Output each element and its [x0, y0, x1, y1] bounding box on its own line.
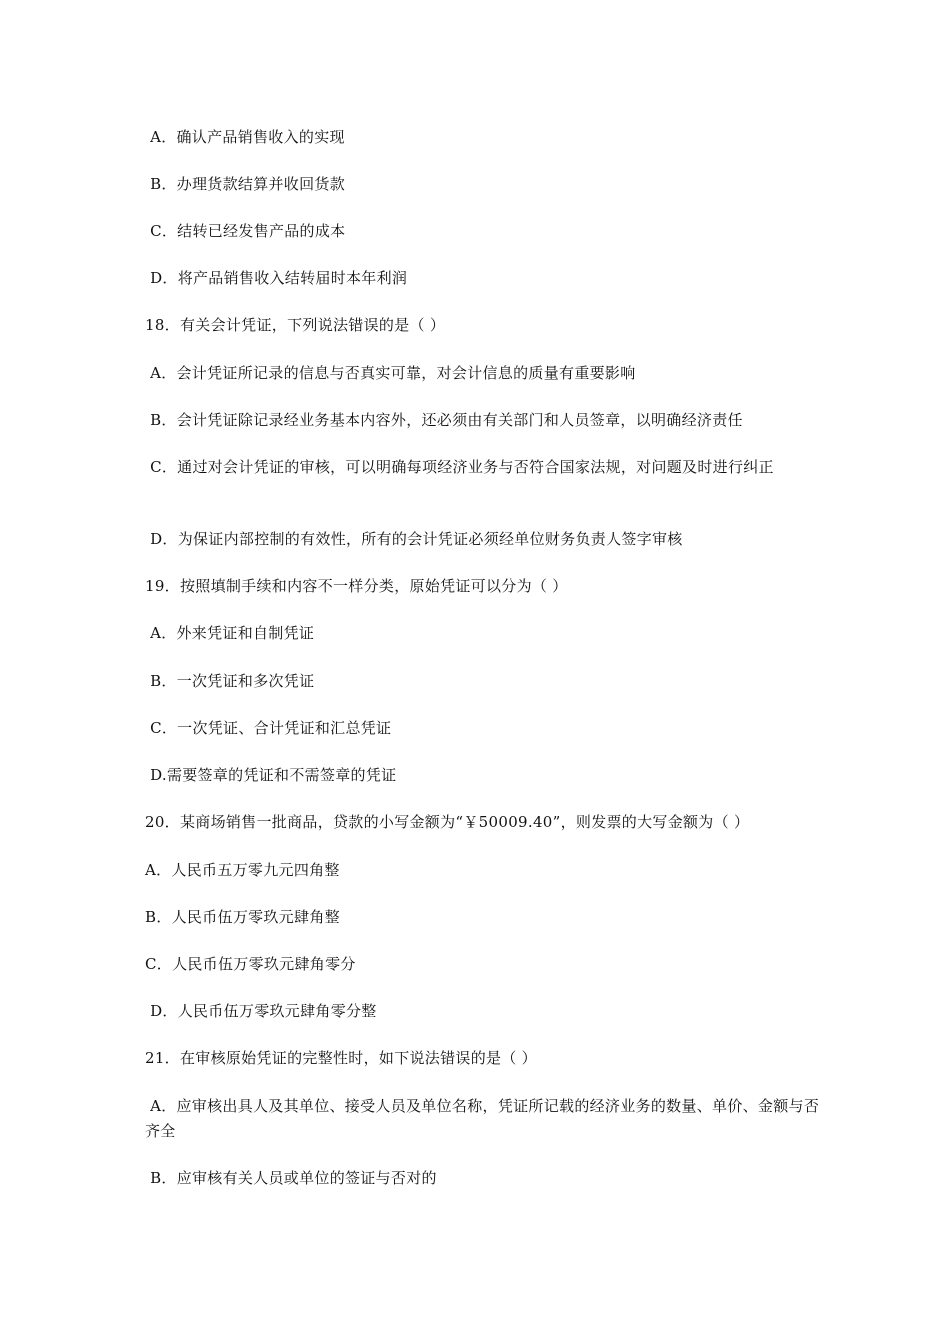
option-20b: B．人民币伍万零玖元肆角整: [145, 908, 340, 926]
option-21a: A．应审核出具人及其单位、接受人员及单位名称，凭证所记载的经济业务的数量、单价、金额与否齐全: [145, 1097, 820, 1140]
option-18a: A．会计凭证所记录的信息与否真实可靠，对会计信息的质量有重要影响: [145, 364, 636, 382]
option-17d: D．将产品销售收入结转届时本年利润: [145, 269, 408, 287]
option-20c: C．人民币伍万零玖元肆角零分: [145, 955, 356, 973]
option-19c: C．一次凭证、合计凭证和汇总凭证: [145, 719, 392, 737]
option-20a: A．人民币五万零九元四角整: [145, 861, 340, 879]
option-17c: C．结转已经发售产品的成本: [145, 222, 346, 240]
option-17a: A．确认产品销售收入的实现: [145, 128, 345, 146]
option-21b: B．应审核有关人员或单位的签证与否对的: [145, 1169, 437, 1187]
option-17b: B．办理货款结算并收回货款: [145, 175, 346, 193]
option-19d: D.需要签章的凭证和不需签章的凭证: [145, 766, 397, 784]
question-19: 19．按照填制手续和内容不一样分类，原始凭证可以分为（ ）: [145, 577, 568, 595]
option-18d: D．为保证内部控制的有效性，所有的会计凭证必须经单位财务负责人签字审核: [145, 530, 683, 548]
option-19b: B．一次凭证和多次凭证: [145, 672, 315, 690]
option-18b: B．会计凭证除记录经业务基本内容外，还必须由有关部门和人员签章，以明确经济责任: [145, 411, 743, 429]
option-18c: C．通过对会计凭证的审核，可以明确每项经济业务与否符合国家法规，对问题及时进行纠正: [145, 458, 774, 476]
question-20: 20．某商场销售一批商品，贷款的小写金额为“￥50009.40”，则发票的大写金额为（ ）: [145, 813, 750, 831]
option-19a: A．外来凭证和自制凭证: [145, 624, 315, 642]
option-20d: D．人民币伍万零玖元肆角零分整: [145, 1002, 377, 1020]
question-18: 18．有关会计凭证，下列说法错误的是（ ）: [145, 316, 446, 334]
question-21: 21．在审核原始凭证的完整性时，如下说法错误的是（ ）: [145, 1049, 537, 1067]
